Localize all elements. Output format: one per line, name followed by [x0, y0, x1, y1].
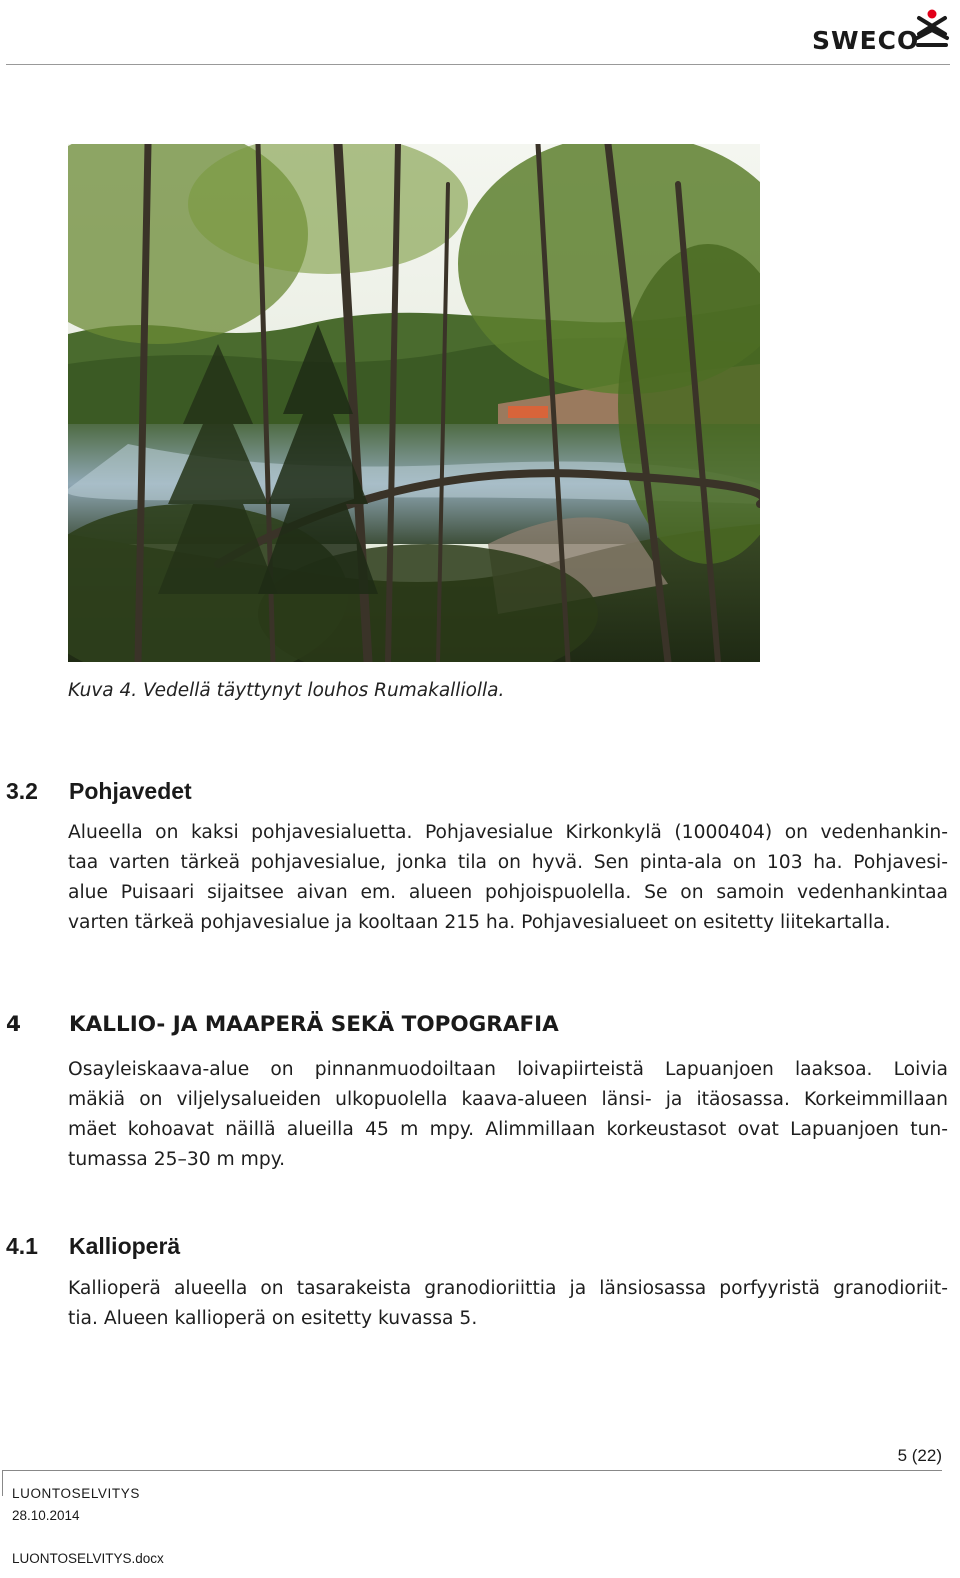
body-paragraph	[68, 1055, 948, 1175]
paragraph-line: varten tärkeä pohjavesialue ja kooltaan 215 ha. Pohjavesialueet on esitetty liitekartalla.	[68, 912, 891, 933]
paragraph-line: tia. Alueen kallioperä on esitetty kuvassa 5.	[68, 1308, 478, 1329]
paragraph-line: alue Puisaari sijaitsee aivan em. alueen pohjoispuolella. Se on samoin vedenhankintaa	[68, 882, 948, 903]
footer-filename: LUONTOSELVITYS.docx	[12, 1551, 164, 1566]
logo-text: SWECO	[812, 26, 920, 55]
body-paragraph	[68, 1274, 948, 1334]
footer-divider	[2, 1470, 942, 1471]
paragraph-line: taa varten tärkeä pohjavesialue, jonka tila on hyvä. Sen pinta-ala on 103 ha. Pohjavesi-	[68, 852, 948, 873]
paragraph-line: Alueella on kaksi pohjavesialuetta. Pohjavesialue Kirkonkylä (1000404) on vedenhankin-	[68, 822, 948, 843]
section-number: 4.1	[6, 1233, 38, 1259]
section-title: Kallioperä	[69, 1233, 181, 1259]
quarry-lake-photo	[68, 144, 760, 662]
paragraph-line: mäkiä on viljelysalueiden ulkopuolella kaava-alueen länsi- ja itäosassa. Korkeimmillaan	[68, 1089, 948, 1110]
footer-doc-title: LUONTOSELVITYS	[12, 1486, 140, 1501]
paragraph-line: mäet kohoavat näillä alueilla 45 m mpy. Alimmillaan korkeustasot ovat Lapuanjoen tun-	[68, 1119, 948, 1140]
sweco-figure-icon	[914, 8, 950, 50]
sweco-logo	[812, 8, 952, 55]
footer-divider-tick	[2, 1470, 3, 1496]
body-paragraph	[68, 818, 948, 938]
paragraph-line: tumassa 25–30 m mpy.	[68, 1149, 286, 1170]
chapter-heading	[6, 1012, 706, 1040]
section-title: Pohjavedet	[69, 778, 192, 804]
section-heading	[6, 1233, 606, 1261]
chapter-number: 4	[6, 1012, 21, 1037]
chapter-title: KALLIO- JA MAAPERÄ SEKÄ TOPOGRAFIA	[69, 1012, 559, 1037]
page-number: 5 (22)	[897, 1446, 942, 1465]
footer-date: 28.10.2014	[12, 1508, 80, 1523]
paragraph-line: Kallioperä alueella on tasarakeista granodioriittia ja länsiosassa porfyyristä granodioriit-	[68, 1278, 948, 1299]
header-divider	[6, 64, 950, 65]
figure-caption: Kuva 4. Vedellä täyttynyt louhos Rumakalliolla.	[68, 680, 505, 701]
section-number: 3.2	[6, 778, 38, 804]
section-heading	[6, 778, 606, 806]
paragraph-line: Osayleiskaava-alue on pinnanmuodoiltaan loivapiirteistä Lapuanjoen laaksoa. Loivia	[68, 1059, 948, 1080]
